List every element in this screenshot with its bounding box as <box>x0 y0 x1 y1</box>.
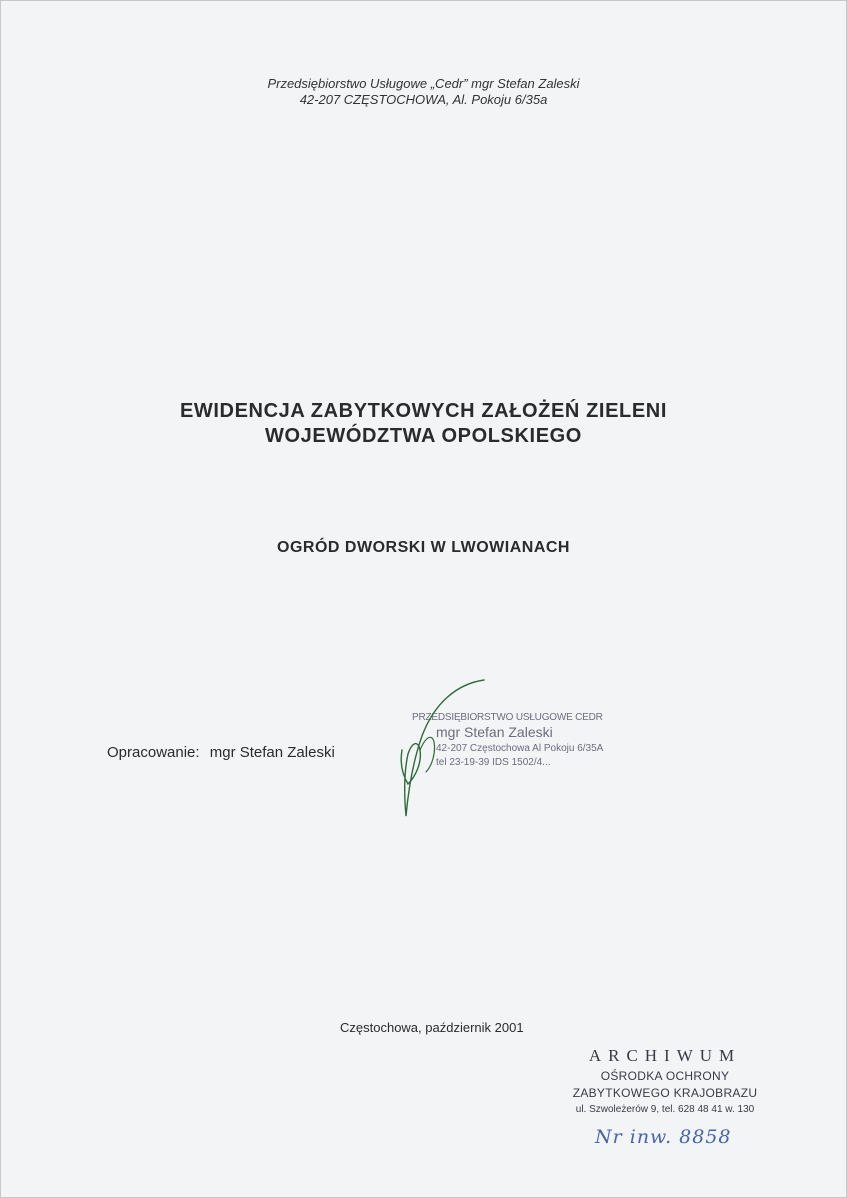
company-header <box>0 76 847 108</box>
document-title <box>0 399 847 449</box>
archive-line-3: ZABYTKOWEGO KRAJOBRAZU <box>572 1086 758 1100</box>
stamp-line-4: tel 23-19-39 IDS 1502/4... <box>436 757 551 768</box>
document-subtitle: OGRÓD DWORSKI W LWOWIANACH <box>277 539 570 556</box>
archive-line-1: ARCHIWUM <box>588 1046 742 1065</box>
archive-line-2: OŚRODKA OCHRONY <box>600 1069 730 1083</box>
author-line <box>107 744 335 761</box>
company-address: 42-207 CZĘSTOCHOWA, Al. Pokoju 6/35a <box>299 92 548 107</box>
handwritten-signature <box>396 676 506 821</box>
stamp-line-1: PRZEDSIĘBIORSTWO USŁUGOWE CEDR <box>412 712 603 723</box>
title-line-2: WOJEWÓDZTWA OPOLSKIEGO <box>265 425 582 447</box>
archive-stamp <box>550 1046 780 1115</box>
place-and-date: Częstochowa, październik 2001 <box>340 1020 524 1035</box>
archive-line-4: ul. Szwoleżerów 9, tel. 628 48 41 w. 130 <box>575 1104 755 1115</box>
inventory-number-handwritten: Nr inw. 8858 <box>595 1126 732 1148</box>
company-name: Przedsiębiorstwo Usługowe „Cedr” mgr Stefan Zaleski <box>267 76 580 91</box>
author-name: mgr Stefan Zaleski <box>209 744 335 761</box>
stamp-line-2: mgr Stefan Zaleski <box>436 724 553 740</box>
title-line-1: EWIDENCJA ZABYTKOWYCH ZAŁOŻEŃ ZIELENI <box>179 400 667 422</box>
stamp-line-3: 42-207 Częstochowa Al Pokoju 6/35A <box>436 743 604 754</box>
author-label: Opracowanie: <box>107 744 200 761</box>
